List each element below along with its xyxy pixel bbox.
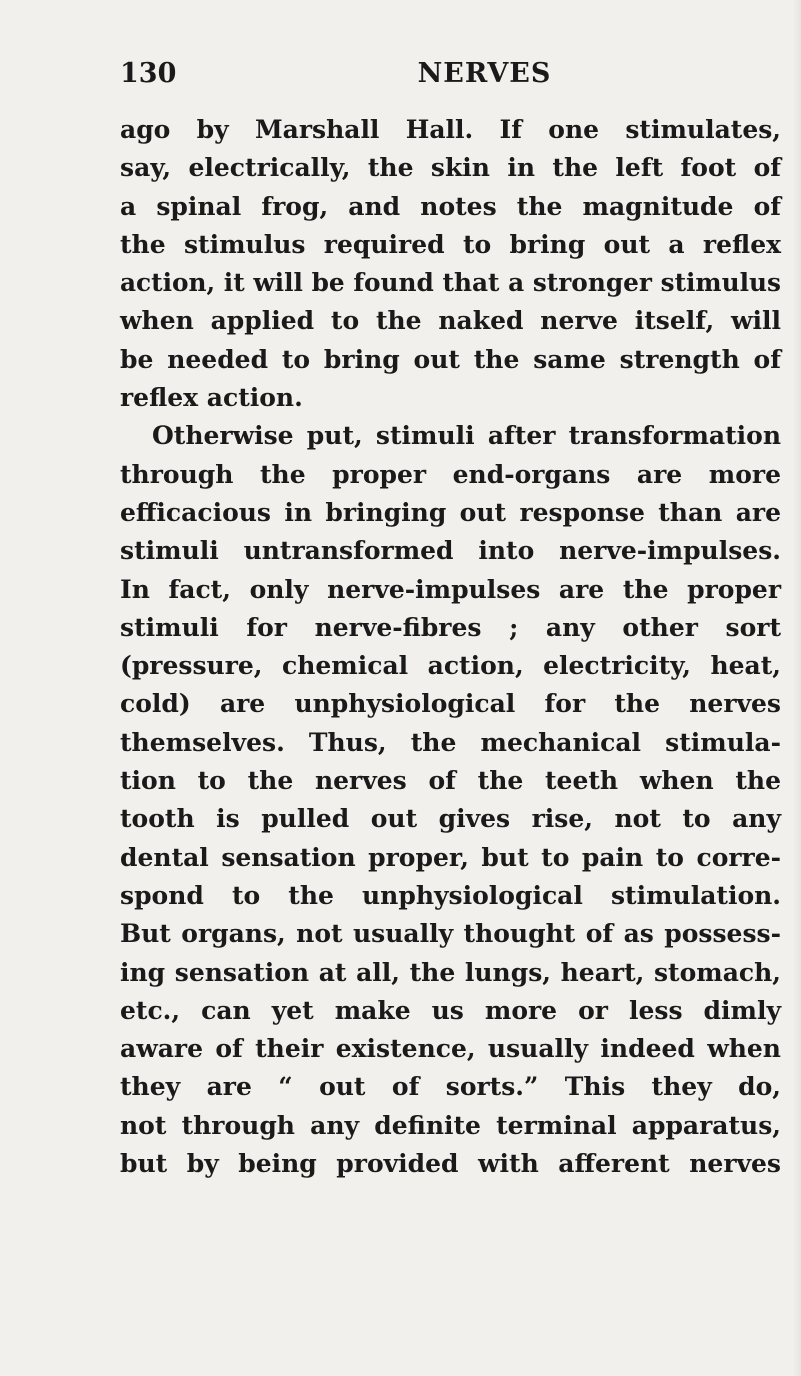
text-line: (pressure, chemical action, electricity, heat, <box>120 651 781 681</box>
text-line: dental sensation proper, but to pain to corre- <box>120 842 781 872</box>
text-line: not through any definite terminal apparatus, <box>120 1110 781 1140</box>
text-line: tion to the nerves of the teeth when the <box>120 766 781 796</box>
text-line: when applied to the naked nerve itself, will <box>120 306 781 336</box>
paragraph-end-line: reflex action. <box>120 383 303 413</box>
text-line: spond to the unphysiological stimulation. <box>120 880 781 910</box>
text-line: etc., can yet make us more or less dimly <box>120 995 781 1025</box>
text-line: In fact, only nerve-impulses are the proper <box>120 574 781 604</box>
text-line: efficacious in bringing out response than are <box>120 497 781 527</box>
text-line: the stimulus required to bring out a reflex <box>120 229 781 259</box>
text-line: stimuli for nerve-fibres ; any other sort <box>120 612 781 642</box>
text-line: but by being provided with afferent nerves <box>120 1149 781 1179</box>
text-line: aware of their existence, usually indeed when <box>120 1034 781 1064</box>
text-line: cold) are unphysiological for the nerves <box>120 689 781 719</box>
text-line: ing sensation at all, the lungs, heart, stomach, <box>120 957 781 987</box>
text-line: ago by Marshall Hall. If one stimulates, <box>120 115 781 144</box>
page-edge-shadow <box>793 0 801 1376</box>
text-line: action, it will be found that a stronger stimulus <box>120 268 781 298</box>
running-head: NERVES <box>417 58 552 89</box>
text-line: be needed to bring out the same strength of <box>120 344 781 374</box>
text-line: through the proper end-organs are more <box>120 459 781 489</box>
text-line: they are “ out of sorts.” This they do, <box>120 1072 781 1102</box>
text-line: Otherwise put, stimuli after transformation <box>152 421 781 451</box>
text-line: stimuli untransformed into nerve-impulses. <box>120 536 781 566</box>
page-number: 130 <box>120 58 177 89</box>
text-line: themselves. Thus, the mechanical stimula- <box>120 727 781 757</box>
text-line: But organs, not usually thought of as possess- <box>120 919 781 949</box>
text-line: a spinal frog, and notes the magnitude of <box>120 191 781 221</box>
body-text <box>120 111 781 1183</box>
text-line: say, electrically, the skin in the left foot of <box>120 153 781 183</box>
page-header <box>120 52 759 96</box>
text-line: tooth is pulled out gives rise, not to any <box>120 804 781 834</box>
